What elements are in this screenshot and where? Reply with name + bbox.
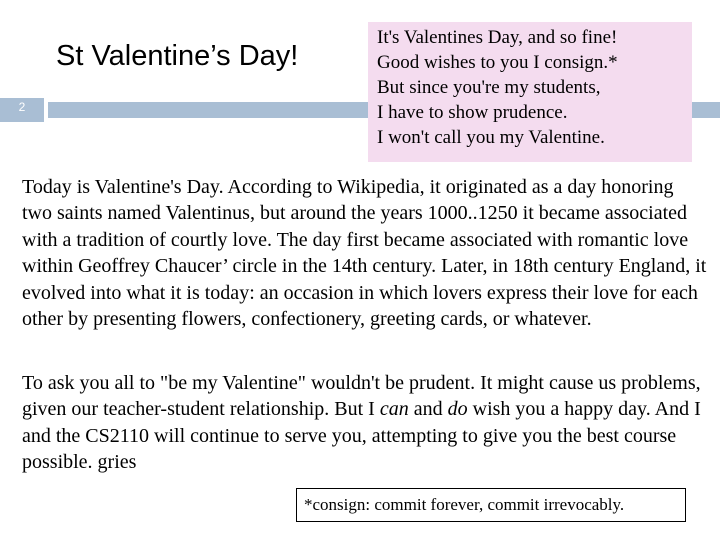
poem-line: But since you're my students, [377,77,601,98]
poem-line: It's Valentines Day, and so fine! [377,27,618,48]
paragraph-text-part: To ask you all to "be my Valentine" wouldn't be prudent. It might cause us problems, given our teacher-student relationship. But I [22,372,701,421]
footnote-box: *consign: commit forever, commit irrevocably. [296,488,686,522]
emphasis-can: can [379,398,409,421]
emphasis-do: do [447,398,468,421]
body-paragraph-1 [22,174,708,332]
slide-number: 2 [18,100,26,114]
poem-line: I have to show prudence. [377,102,568,123]
paragraph-text-part: wish you a happy day. And I and the CS2110 will continue to serve you, attempting to give you the best course possible. gries [22,398,701,474]
poem-box [368,22,692,162]
poem-line: I won't call you my Valentine. [377,127,605,148]
paragraph-text [22,370,708,476]
poem-line: Good wishes to you I consign.* [377,52,618,73]
paragraph-text: Today is Valentine's Day. According to Wikipedia, it originated as a day honoring two saints named Valentinus, but around the years 1000..1250 it became associated with a tradition of courtly love. The day first became associated with romantic love within Geoffrey Chaucer’ circle in the 14th century. Later, in 18th century England, it evolved into what it is today: an occasion in which lovers express their love for each other by presenting flowers, confectionery, greeting cards, or whatever. [22,176,707,331]
paragraph-text-part: and [408,398,448,421]
slide-title: St Valentine’s Day! [56,40,299,72]
body-paragraph-2 [22,370,708,476]
